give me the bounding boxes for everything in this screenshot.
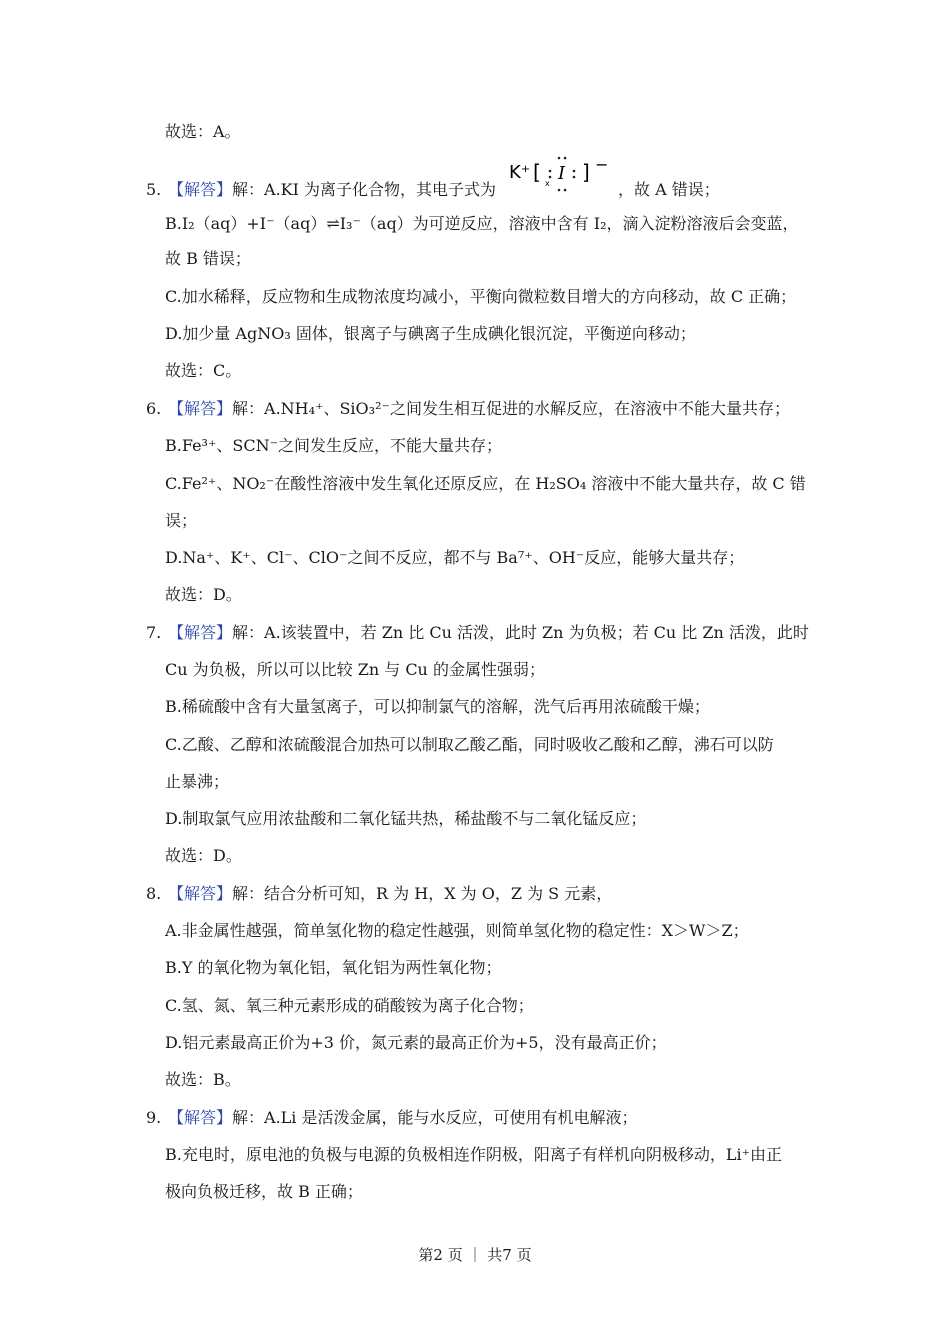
answer-text: 解：A.NH₄⁺、SiO₃²⁻之间发生相互促进的水解反应，在溶液中不能大量共存； — [232, 399, 790, 418]
text-line: C.加水稀释，反应物和生成物浓度均减小，平衡向微粒数目增大的方向移动，故 C 正确； — [165, 287, 797, 306]
question-number: 9. — [146, 1108, 162, 1127]
text-line: B.充电时，原电池的负极与电源的负极相连作阴极，阳离子有样机向阴极移动，Li⁺由正 — [165, 1145, 783, 1164]
answer-tag: 【解答】 — [168, 399, 233, 418]
lewis-anion: I — [558, 163, 566, 184]
svg-text:]: ] — [582, 160, 590, 184]
answer-line — [168, 884, 612, 904]
question-number: 8. — [146, 884, 162, 903]
text-line: 极向负极迁移，故 B 正确； — [165, 1182, 363, 1201]
text-line: C.Fe²⁺、NO₂⁻在酸性溶液中发生氧化还原反应，在 H₂SO₄ 溶液中不能大量共存，故 C 错 — [165, 474, 806, 493]
lewis-cation: K⁺ — [509, 162, 531, 183]
text-line: 止暴沸； — [165, 772, 230, 791]
text-line: C.氢、氮、氧三种元素形成的硝酸铵为离子化合物； — [165, 996, 534, 1015]
text-line: Cu 为负极，所以可以比较 Zn 与 Cu 的金属性强弱； — [165, 660, 545, 679]
answer-text: 解：A.KI 为离子化合物，其电子式为 — [232, 180, 497, 199]
answer-tag: 【解答】 — [168, 884, 233, 903]
text-line: B.I₂（aq）+I⁻（aq）⇌I₃⁻（aq）为可逆反应，溶液中含有 I₂，滴入淀粉溶液后会变蓝， — [165, 214, 799, 233]
svg-text:[: [ — [533, 160, 541, 184]
answer-tag: 【解答】 — [168, 623, 233, 642]
question-number: 5. — [146, 180, 162, 199]
question-number: 6. — [146, 399, 162, 418]
text-line: 故选：C。 — [165, 361, 242, 380]
text-line: D.Na⁺、K⁺、Cl⁻、ClO⁻之间不反应，都不与 Ba⁷⁺、OH⁻反应，能够大量共存； — [165, 548, 745, 567]
answer-text: 解：A.Li 是活泼金属，能与水反应，可使用有机电解液； — [232, 1108, 638, 1127]
answer-line — [168, 623, 809, 643]
text-line: B.Fe³⁺、SCN⁻之间发生反应，不能大量共存； — [165, 436, 503, 455]
answer-line — [168, 1108, 638, 1128]
text-line: D.加少量 AgNO₃ 固体，银离子与碘离子生成碘化银沉淀，平衡逆向移动； — [165, 324, 696, 343]
svg-text:x: x — [545, 179, 550, 188]
text-line: B.Y 的氧化物为氧化铝，氧化铝为两性氧化物； — [165, 958, 502, 977]
lewis-structure-ki — [507, 150, 613, 194]
text-line: 故选：B。 — [165, 1070, 241, 1089]
answer-tag: 【解答】 — [168, 180, 233, 199]
text-line: D.制取氯气应用浓盐酸和二氧化锰共热，稀盐酸不与二氧化锰反应； — [165, 809, 647, 828]
text-line: 故选：D。 — [165, 846, 242, 865]
answer-text: ，故 A 错误； — [618, 180, 720, 199]
lewis-charge: − — [595, 155, 609, 174]
text-line: C.乙酸、乙醇和浓硫酸混合加热可以制取乙酸乙酯，同时吸收乙酸和乙醇，沸石可以防 — [165, 735, 774, 754]
answer-text: 解：结合分析可知，R 为 H，X 为 O，Z 为 S 元素， — [232, 884, 613, 903]
text-line: 故选：D。 — [165, 585, 242, 604]
answer-line — [168, 399, 790, 419]
question-number: 7. — [146, 623, 162, 642]
text-line: D.铝元素最高正价为+3 价，氮元素的最高正价为+5，没有最高正价； — [165, 1033, 667, 1052]
text-line: 故 B 错误； — [165, 249, 251, 268]
answer-text: 解：A.该装置中，若 Zn 比 Cu 活泼，此时 Zn 为负极；若 Cu 比 Zn 活泼，此时 — [232, 623, 809, 642]
answer-line — [168, 180, 496, 200]
text-line: 误； — [165, 511, 198, 530]
page-footer: 第2 页 ｜ 共7 页 — [418, 1246, 532, 1264]
text-line: A.非金属性越强，简单氢化物的稳定性越强，则简单氢化物的稳定性：X＞W＞Z； — [165, 921, 749, 940]
text-line: B.稀硫酸中含有大量氢离子，可以抑制氯气的溶解，洗气后再用浓硫酸干燥； — [165, 697, 710, 716]
text-line: 故选：A。 — [165, 122, 241, 141]
answer-tag: 【解答】 — [168, 1108, 233, 1127]
